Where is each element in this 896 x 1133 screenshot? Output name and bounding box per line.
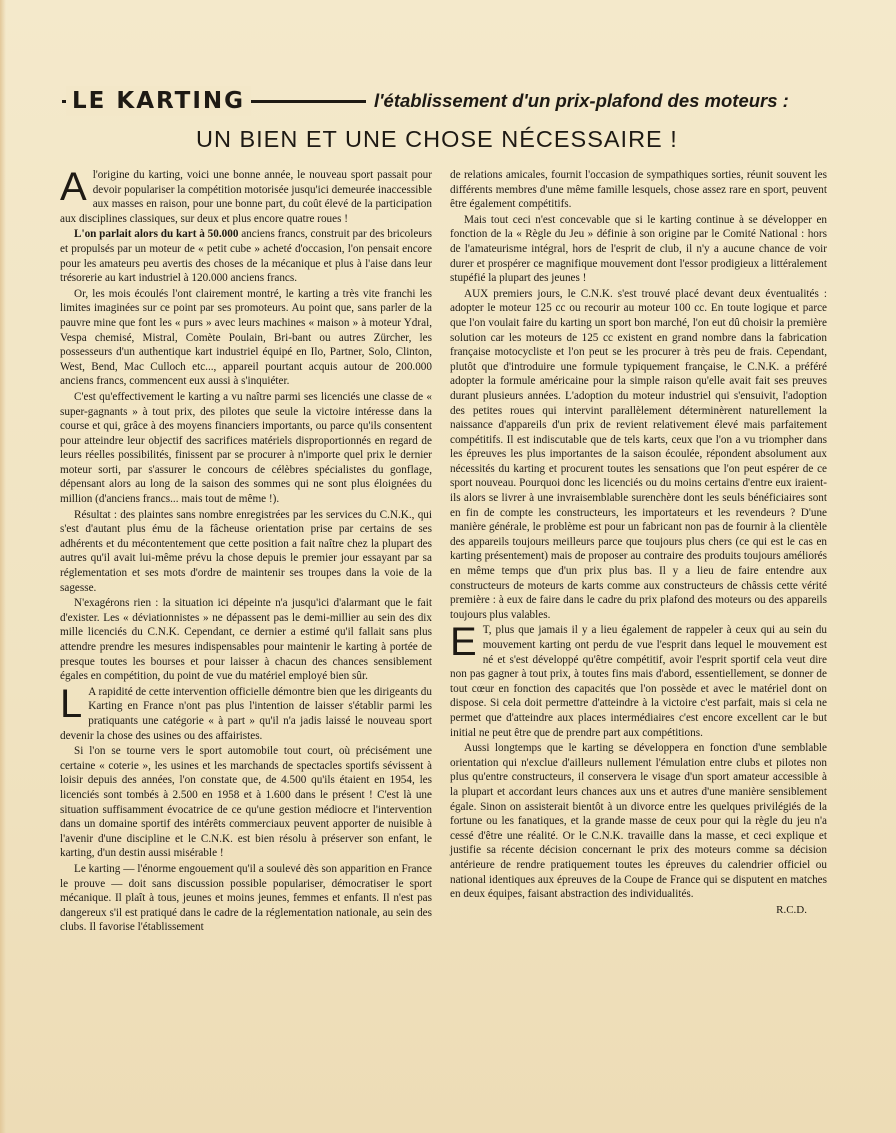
paragraph: Or, les mois écoulés l'ont clairement montré, le karting a très vite franchi les limites imaginées sur ce point par ses promoteurs. Au point que, sans parler de la pauvre mine que font les « purs » avec leurs machines « maison » à moteur Ydral, Vespa chemisé, Mistral, Comète Poulain, Bri-bant ou autres Zürcher, les possesseurs d'un authentique kart industriel équipé en Ilo, Partner, Solo, Clinton, West, Bend, Mac Culloch etc..., appareil pourtant acquis autour de 200.000 anciens francs, commencent eux aussi à s'inquiéter. xyxy=(60,287,432,388)
paragraph: Le karting — l'énorme engouement qu'il a soulevé dès son apparition en France le prouve — doit sans discussion possible populariser, démocratiser le sport mécanique. Il plaît à tous, jeunes et moins jeunes, femmes et enfants. Il n'est pas dangereux s'il est pratiqué dans le cadre de la réglementation nationale, au sein des clubs. Il favorise l'établissement xyxy=(60,862,432,934)
headline-tagline: l'établissement d'un prix-plafond des moteurs : xyxy=(374,90,789,111)
article-column-right xyxy=(450,168,827,918)
paragraph: L'on parlait alors du kart à 50.000 anciens francs, construit par des bricoleurs et propulsés par un moteur de « petit cube » acheté d'occasion, l'on pensait encore pour les amateurs peu avertis des choses de la mécanique et plus à l'aise dans leur trésorerie au kart industriel à 120.000 anciens francs. xyxy=(60,228,433,285)
paragraph: C'est qu'effectivement le karting a vu naître parmi ses licenciés une classe de « super-gagnants » à tout prix, des pilotes que seule la victoire intéresse dans la course et qui, grâce à des moyens financiers importants, ou parce qu'ils consentent pour atteindre leur objectif des sacrifices matériels disproportionnés en regard de leurs réelles possibilités, finissent par se procurer à n'importe quel prix le dernier moteur sorti, par s'assurer le concours de célèbres spécialistes du gonflage, dépensant alors au long de la saison des sommes qui ne sont plus éloignées du million (d'anciens francs... mais tout de même !). xyxy=(60,390,432,506)
section-brand: LE KARTING xyxy=(66,86,251,116)
paragraph: Résultat : des plaintes sans nombre enregistrées par les services du C.N.K., qui s'est d'autant plus ému de la fâcheuse orientation prise par certains de ses adhérents et du mécontentement que cette position a fait naître chez la plupart des autres qu'il avait lui-même prévu la chose depuis le premier jour essayant par sa réglementation et ses mots d'ordre de maintenir ses troupes dans la voie de la sagesse. xyxy=(60,508,432,594)
paragraph: N'exagérons rien : la situation ici dépeinte n'a jusqu'ici d'alarmant que le fait d'exister. Les « déviationnistes » ne dépassent pas le demi-millier au sein des dix mille licenciés du C.N.K. Cependant, ce dernier a estimé qu'il fallait sans plus attendre prendre les mesures indispensables pour maintenir le karting à portée de presque toutes les bourses et pour laisser à chacun des chances sensiblement égales en compétition, du point de vue du matériel employé bien sûr. xyxy=(60,597,432,683)
drop-cap: E xyxy=(450,620,477,665)
paragraph: Mais tout ceci n'est concevable que si le karting continue à se développer en fonction de la « Règle du Jeu » définie à son origine par le Comité National : hors de l'amateurisme intégral, hors de l'esprit de club, il n'y a aucune chance de voir durer et prospérer ce magnifique mouvement dont l'essor prodigieux a littéralement stupéfié la plupart des jeunes ! xyxy=(450,213,827,285)
author-signature: R.C.D. xyxy=(776,903,807,916)
article-column-left xyxy=(60,165,433,936)
paragraph: Al'origine du karting, voici une bonne année, le nouveau sport passait pour devoir populariser la compétition motorisée jusqu'ici demeurée inaccessible aux masses en raison, pour une bonne part, du coût élevé de la participation aux disciplines classiques, sur deux et plus encore quatre roues ! xyxy=(60,165,432,225)
paragraph: L A rapidité de cette intervention officielle démontre bien que les dirigeants du Karting en France n'ont pas plus l'intention de laisser s'établir parmi les pratiquants une catégorie « à part » qu'il n'a jadis laissé le nouveau sport devenir la chose des usines ou des affairistes. xyxy=(60,681,432,742)
paragraph: Aussi longtemps que le karting se développera en fonction d'une semblable orientation qui n'exclue d'ailleurs nullement l'émulation entre clubs et pilotes non plus qu'entre constructeurs, il conservera le visage d'un sport amateur accessible à la plupart et accordant leurs chances aux uns et autres d'une manière sensiblement égale. Sinon on assisterait bientôt à un divorce entre les quelques privilégiés de la fortune ou les fanatiques, et la grande masse de ceux pour qui la règle du jeu n'a cessé d'être une réalité. Or le C.N.K. travaille dans la masse, et ceci explique et justifie sa récente décision concernant le prix des moteurs comme sa décision antérieure de rendre pratiquement toutes les épreuves du calendrier officiel ou national identiques aux épreuves de la Coupe de France qui se disputent en matches en deux équipes, faisant abstraction des individualités. xyxy=(450,742,827,901)
paragraph: de relations amicales, fournit l'occasion de sympathiques sorties, réunit souvent les différents membres d'une même famille lesquels, chose assez rare en sport, peuvent être également compétitifs. xyxy=(450,169,827,211)
drop-cap: A xyxy=(60,165,87,209)
headline-row xyxy=(62,86,862,116)
paragraph: Si l'on se tourne vers le sport automobile tout court, où précisément une certaine « coterie », les usines et les marchands de spectacles sportifs sévissent à loisir depuis des années, l'on constate que, de 4.500 qu'ils étaient en 1954, les licenciés sont tombés à 2.500 en 1958 et à 1.600 dans le présent ! C'est là une situation suffisamment évocatrice de ce qu'une gestion médiocre et l'intervention dans un domaine sportif des intérêts commerciaux peuvent apporter de nuisible à l'avenir d'une discipline et le C.N.K. est bien résolu à préserver son enfant, le karting, d'un destin aussi misérable ! xyxy=(60,745,432,860)
paragraph: E T, plus que jamais il y a lieu également de rappeler à ceux qui au sein du mouvement karting ont perdu de vue l'esprit dans lequel le mouvement est né et s'est développé qu'être compétitif, avoir l'esprit sportif cela veut dire non pas gagner à tout prix, à toutes fins mais d'abord, essentiellement, se donner de tout cœur en fonction des capacités que l'on possède et avec le matériel dont on dispose. Si cela doit permettre d'atteindre à la victoire c'est parfait, mais si cela ne permet que d'atteindre aux places intermédiaires c'est encore excellent car le but initial ne peut être que de prendre part aux compétitions. xyxy=(450,620,827,739)
page-edge-shadow xyxy=(0,0,6,1133)
paragraph: AUX premiers jours, le C.N.K. s'est trouvé placé devant deux éventualités : adopter le moteur 125 cc ou recourir au moteur 100 cc. En toute logique et parce que l'on voulait faire du karting un sport bon marché, l'on eut dû choisir la première solution car les moteurs de 125 cc existent en grand nombre dans la fabrication française motocycliste et l'on peut se les procurer à très peu de frais. Cependant, plutôt que d'introduire une formule typiquement française, le C.N.K. a préféré adopter la formule américaine pour la simple raison qu'elle avait fait ses preuves durant plusieurs années. L'adoption du moteur industriel qui s'ensuivit, l'adoption des petites roues qui intervint parallèlement déterminèrent naturellement la naissance d'appareils d'un prix de revient relativement élevé mais parfaitement compétitifs. Il est indiscutable que de tels karts, ceux que l'on a vu triompher dans les épreuves les plus importantes de la saison écoulée, répondent absolument aux nécessités du karting et procurent toutes les sensations que l'on peut espérer de ce sport nouveau. Pourquoi donc les licenciés ou du moins certains d'entre eux iraient-ils alors se livrer à une invraisemblable surenchère dont les seuls bénéficiaires sont en fin de compte les constructeurs, les importateurs et les revendeurs ? D'une manière générale, le problème est pour un fabricant non pas de fournir à la clientèle des appareils toujours meilleurs parce que toujours plus chers (ce qui est le cas en karting présentement) mais de proposer au contraire des produits toujours améliorés en même temps que d'un prix plus bas. Il y a lieu de faire entendre aux constructeurs de moteurs de karts comme aux constructeurs de châssis cette vérité première : à eux de faire dans le cadre du prix plafond des moteurs ou des appareils toujours plus valables. xyxy=(450,287,827,621)
article-title: UN BIEN ET UNE CHOSE NÉCESSAIRE ! xyxy=(196,126,678,152)
drop-cap: L xyxy=(60,681,83,726)
